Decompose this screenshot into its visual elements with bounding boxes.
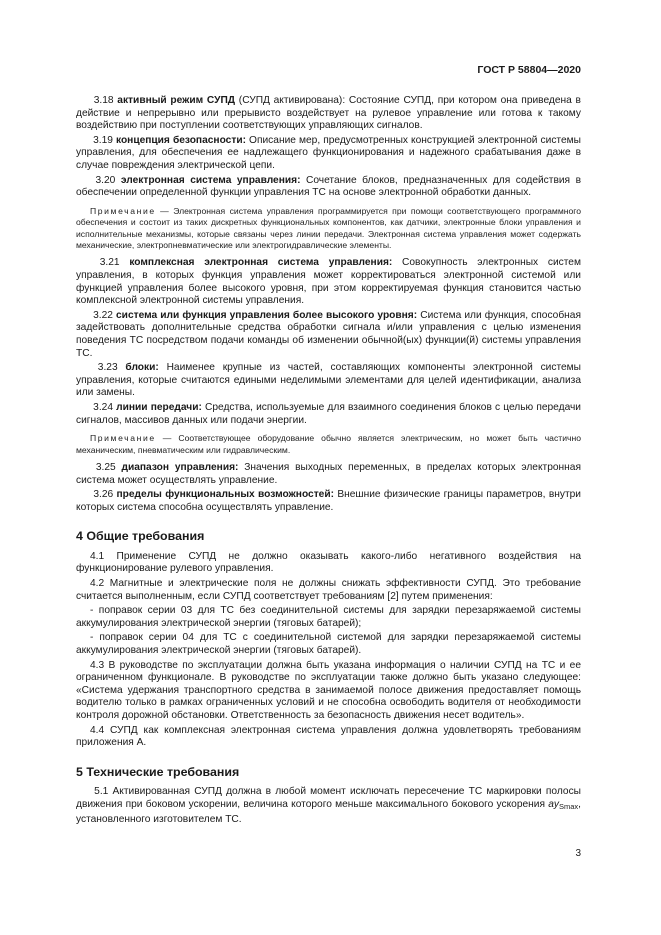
page-number: 3 — [575, 848, 581, 859]
note-2 — [76, 433, 581, 456]
clause-number: 3.26 — [93, 489, 114, 501]
clause-number: 3.18 — [93, 95, 114, 106]
clause-text: (СУПД активирована): Состояние СУПД, при котором она приведена в действие и непрерывно или прерывисто воздействует на рулевое управление или готова к такому воздействию при поступлении соответствующих управляющих сигналов. — [76, 95, 581, 132]
document-id: ГОСТ Р 58804—2020 — [477, 64, 581, 76]
page-content — [76, 95, 581, 828]
clause-term: линии передачи: — [116, 401, 202, 413]
note-label: Примечание — [90, 433, 156, 444]
clause-text: Описание мер, предусмотренных конструкцией электронной системы управления, для обеспечения ее надлежащего функционирования и надежного срабатывания даже в случае повреждения электрической цепи. — [76, 134, 581, 171]
clause-text: Средства, используемые для взаимного соединения блоков с целью передачи сигналов, массивов данных или подачи энергии. — [76, 401, 582, 426]
clause-number: 3.22 — [93, 309, 113, 321]
clause-text: Совокупность электронных систем управления, в которых функция управления может корректироваться электронной системой или функцией управления более высокого уровня, при этом корректируемая функция становится частью комплексной электронной системы управления. — [76, 257, 581, 307]
clause-5-1 — [76, 786, 581, 826]
clause-text-end: , установленного изготовителем ТС. — [76, 798, 581, 825]
clause-number: 3.25 — [95, 461, 116, 473]
clause-text: Система или функция, способная задействовать дополнительные средства обработки сигнала и/или управления с целью изменения поведения ТС посредством подачи команды об изменении обычной(ых) функции(й) системы управления ТС. — [76, 309, 581, 359]
clause-4-1: 4.1 Применение СУПД не должно оказывать какого-либо негативного воздействия на функционирование рулевого управления. — [76, 550, 581, 575]
list-item-amendment-04: - поправок серии 04 для ТС с соединительной системой для зарядки перезаряжаемой системы аккумулирования электрической энергии (тяговых батарей). — [76, 632, 581, 657]
symbol-subscript: Smax — [558, 801, 579, 811]
section-5-heading: 5 Технические требования — [76, 764, 240, 779]
note-text: — Электронная система управления программируется при помощи соответствующего программного обеспечения и состоит из таких дискретных функциональных компонентов, как датчики, электронные блоки управления и исполнительные механизмы, которые связаны через линии передачи. Электронная система управления может содержать механические, электропневматические или электрогидравлические элементы. — [76, 205, 581, 250]
clause-4-4: 4.4 СУПД как комплексная электронная система управления должна удовлетворять требованиям приложения А. — [76, 724, 581, 749]
clause-text: Внешние физические границы параметров, внутри которых система способна осуществлять управление. — [76, 489, 581, 513]
clause-number: 3.19 — [93, 134, 113, 146]
clause-4-2: 4.2 Магнитные и электрические поля не должны снижать эффективности СУПД. Это требование считается выполненным, если СУПД соответствует требованиям [2] путем применения: — [76, 578, 581, 602]
clause-term: активный режим СУПД — [117, 95, 236, 106]
clause-text: 5.1 Активированная СУПД должна в любой момент исключать пересечение ТС маркировки полосы движения при боковом ускорении, величина которого меньше максимального бокового ускорения — [76, 786, 581, 810]
clause-3-21 — [76, 257, 581, 307]
clause-4-3: 4.3 В руководстве по эксплуатации должна быть указана информация о наличии СУПД на ТС и ее ограниченном функционале. В руководстве по эксплуатации также должно быть указано следующее: «Система удержания транспортного средства в занимаемой полосе движения предоставляет помощь водителю только в рамках ограниченных условий и не способна освободить водителя от необходимости контроля дорожной обстановки. Ответственность за безопасность движения несет водитель». — [76, 659, 581, 721]
clause-text: Сочетание блоков, предназначенных для содействия в обеспечении определенной функции управления ТС на основе электронной обработки данных. — [76, 174, 581, 199]
clause-number: 3.21 — [99, 257, 120, 269]
clause-term: диапазон управления: — [121, 461, 239, 473]
clause-term: блоки: — [125, 362, 159, 374]
note-text: — Соответствующее оборудование обычно является электрическим, но может быть частично механическим, пневматическим или гидравлическим. — [76, 433, 581, 455]
clause-number: 3.20 — [95, 174, 116, 186]
clause-text: Значения выходных переменных, в пределах которых электронная система может осуществлять управление. — [76, 461, 581, 486]
clause-3-18 — [76, 95, 581, 133]
clause-text: Наименее крупные из частей, составляющих компоненты электронной системы управления, которые считаются едиными неделимыми элементами для целей идентификации, анализа или замены. — [76, 362, 581, 399]
clause-3-22 — [76, 310, 581, 360]
clause-number: 3.24 — [93, 401, 113, 413]
clause-3-25 — [76, 462, 581, 487]
list-item-amendment-03: - поправок серии 03 для ТС без соединительной системы для зарядки перезаряжаемой системы аккумулирования электрической энергии (тяговых батарей); — [76, 605, 581, 629]
clause-term: электронная система управления: — [120, 174, 301, 186]
section-4-heading: 4 Общие требования — [76, 529, 205, 544]
note-1 — [76, 206, 581, 252]
symbol-ay: ay — [548, 798, 559, 810]
clause-number: 3.23 — [97, 362, 118, 374]
clause-3-23 — [76, 362, 581, 400]
clause-term: концепция безопасности: — [115, 134, 246, 146]
clause-3-19 — [76, 135, 581, 173]
clause-3-26 — [76, 489, 581, 514]
clause-term: система или функция управления более высокого уровня: — [116, 309, 418, 321]
clause-3-24 — [76, 402, 581, 427]
clause-term: комплексная электронная система управления: — [129, 257, 393, 269]
clause-term: пределы функциональных возможностей: — [116, 489, 335, 501]
note-label: Примечание — [90, 205, 156, 216]
clause-3-20 — [76, 175, 581, 200]
